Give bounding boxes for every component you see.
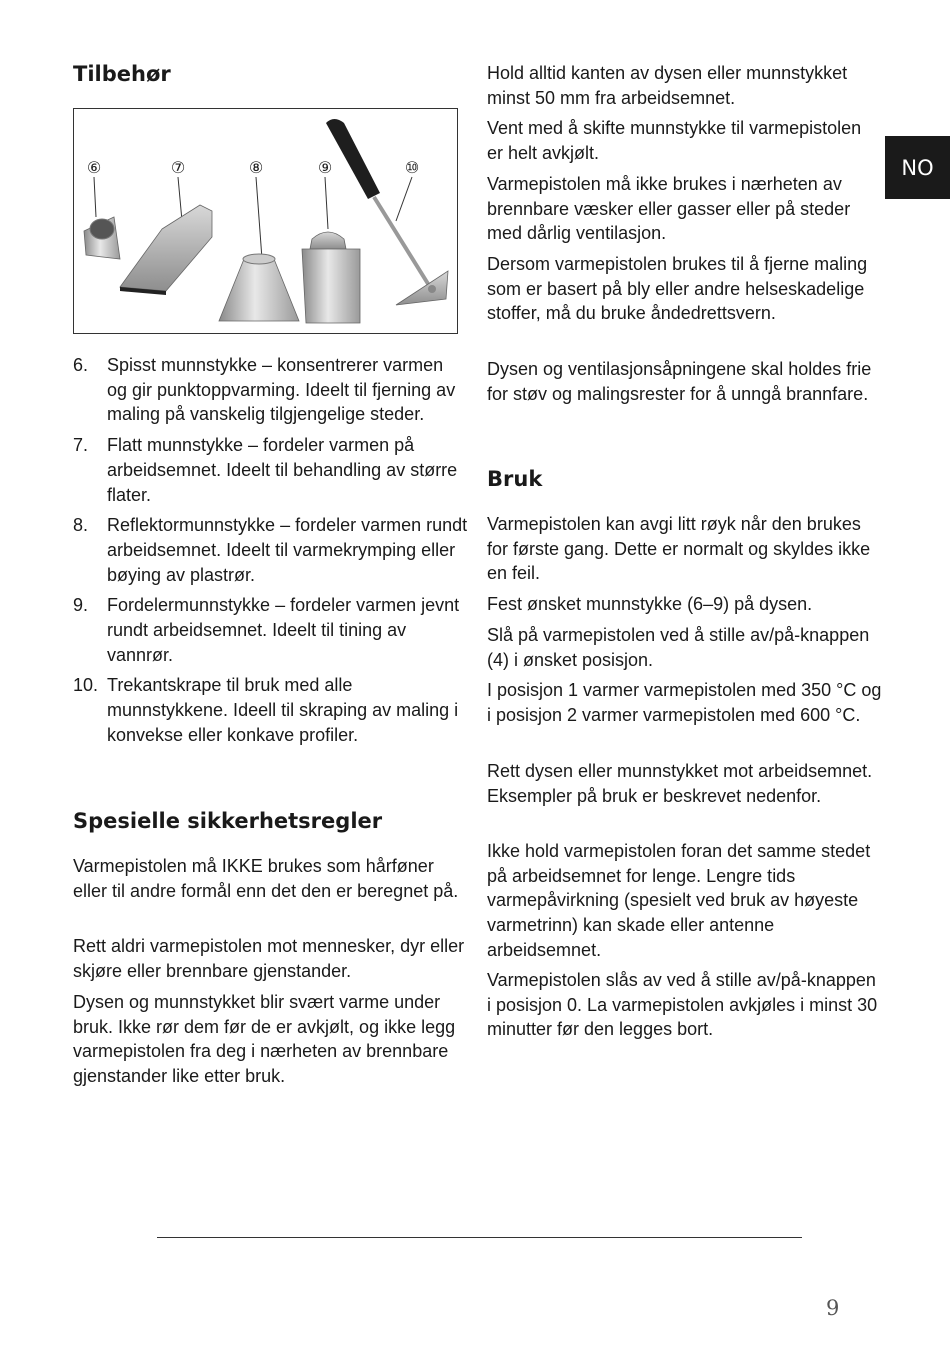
paragraph: Hold alltid kanten av dysen eller munnstykket minst 50 mm fra arbeidsemnet. (487, 63, 848, 108)
concentrator-nozzle-icon (84, 217, 120, 259)
flat-nozzle-icon (120, 205, 212, 295)
list-item-number: 8. (73, 515, 89, 536)
callout-7: ⑦ (170, 158, 186, 177)
use-heading: Bruk (487, 467, 543, 491)
paragraph: Varmepistolen slås av ved å stille av/på-knappen i posisjon 0. La varmepistolen avkjøles i minst 30 minutter før den legges bort. (487, 970, 878, 1040)
page-number: 9 (826, 1296, 840, 1320)
list-item-number: 9. (73, 595, 89, 616)
callout-6: ⑥ (86, 158, 102, 177)
spreader-nozzle-icon (302, 232, 360, 323)
paragraph: Varmepistolen må ikke brukes i nærheten av brennbare væsker eller gasser eller på steder med dårlig ventilasjon. (487, 174, 851, 244)
callout-10: ⑩ (404, 158, 420, 177)
paragraph: Slå på varmepistolen ved å stille av/på-knappen (4) i ønsket posisjon. (487, 625, 870, 670)
list-item-text: Flatt munnstykke – fordeler varmen på arbeidsemnet. Ideelt til behandling av større flater. (107, 435, 458, 505)
list-item-text: Spisst munnstykke – konsentrerer varmen og gir punktoppvarming. Ideelt til fjerning av maling på vanskelig tilgjengelige steder. (107, 355, 456, 425)
accessories-heading: Tilbehør (73, 62, 171, 86)
list-item (73, 353, 468, 427)
callout-8: ⑧ (248, 158, 264, 177)
list-item-text: Reflektormunnstykke – fordeler varmen rundt arbeidsemnet. Ideelt til varmekrymping eller bøying av plastrør. (107, 515, 468, 585)
accessories-list (73, 353, 468, 754)
list-item-number: 10. (73, 675, 99, 696)
list-item-number: 6. (73, 355, 89, 375)
callout-9: ⑨ (317, 158, 333, 177)
safety-heading: Spesielle sikkerhetsregler (73, 809, 383, 833)
paragraph: I posisjon 1 varmer varmepistolen med 350 °C og i posisjon 2 varmer varmepistolen med 600 °C. (487, 680, 882, 725)
reflector-nozzle-icon (219, 254, 299, 321)
paragraph: Dysen og munnstykket blir svært varme under bruk. Ikke rør dem før de er avkjølt, og ikke legg varmepistolen fra deg i nærheten av brennbare gjenstander like etter bruk. (73, 992, 456, 1087)
list-item (73, 673, 468, 747)
paragraph: Rett aldri varmepistolen mot mennesker, dyr eller skjøre eller brennbare gjenstander. (73, 936, 465, 981)
paragraph: Fest ønsket munnstykke (6–9) på dysen. (487, 594, 813, 614)
footer-rule (157, 1237, 802, 1238)
accessories-figure (73, 108, 458, 334)
list-item-number: 7. (73, 435, 89, 456)
paragraph: Ikke hold varmepistolen foran det samme stedet på arbeidsemnet for lenge. Lengre tids varmepåvirkning (spesielt ved bruk av høyeste varmetrinn) kan skade eller antenne arbeidsemnet. (487, 841, 871, 960)
language-tab: NO (885, 136, 950, 199)
list-item-text: Trekantskrape til bruk med alle munnstykkene. Ideell til skraping av maling i konvekse eller konkave profiler. (107, 675, 459, 745)
list-item (73, 433, 468, 507)
paragraph: Rett dysen eller munnstykket mot arbeidsemnet. Eksempler på bruk er beskrevet nedenfor. (487, 761, 873, 806)
paragraph: Dysen og ventilasjonsåpningene skal holdes frie for støv og malingsrester for å unngå brannfare. (487, 359, 872, 404)
paragraph: Dersom varmepistolen brukes til å fjerne maling som er basert på bly eller andre helseskadelige stoffer, må du bruke åndedrettsvern. (487, 254, 868, 324)
paragraph: Varmepistolen kan avgi litt røyk når den brukes for første gang. Dette er normalt og skyldes ikke en feil. (487, 514, 871, 584)
list-item-text: Fordelermunnstykke – fordeler varmen jevnt rundt arbeidsemnet. Ideelt til tining av vannrør. (107, 595, 460, 665)
accessories-illustration (74, 109, 457, 333)
list-item (73, 513, 468, 587)
paragraph: Varmepistolen må IKKE brukes som hårføner eller til andre formål enn det den er beregnet på. (73, 856, 459, 901)
paragraph: Vent med å skifte munnstykke til varmepistolen er helt avkjølt. (487, 118, 862, 163)
list-item (73, 593, 468, 667)
